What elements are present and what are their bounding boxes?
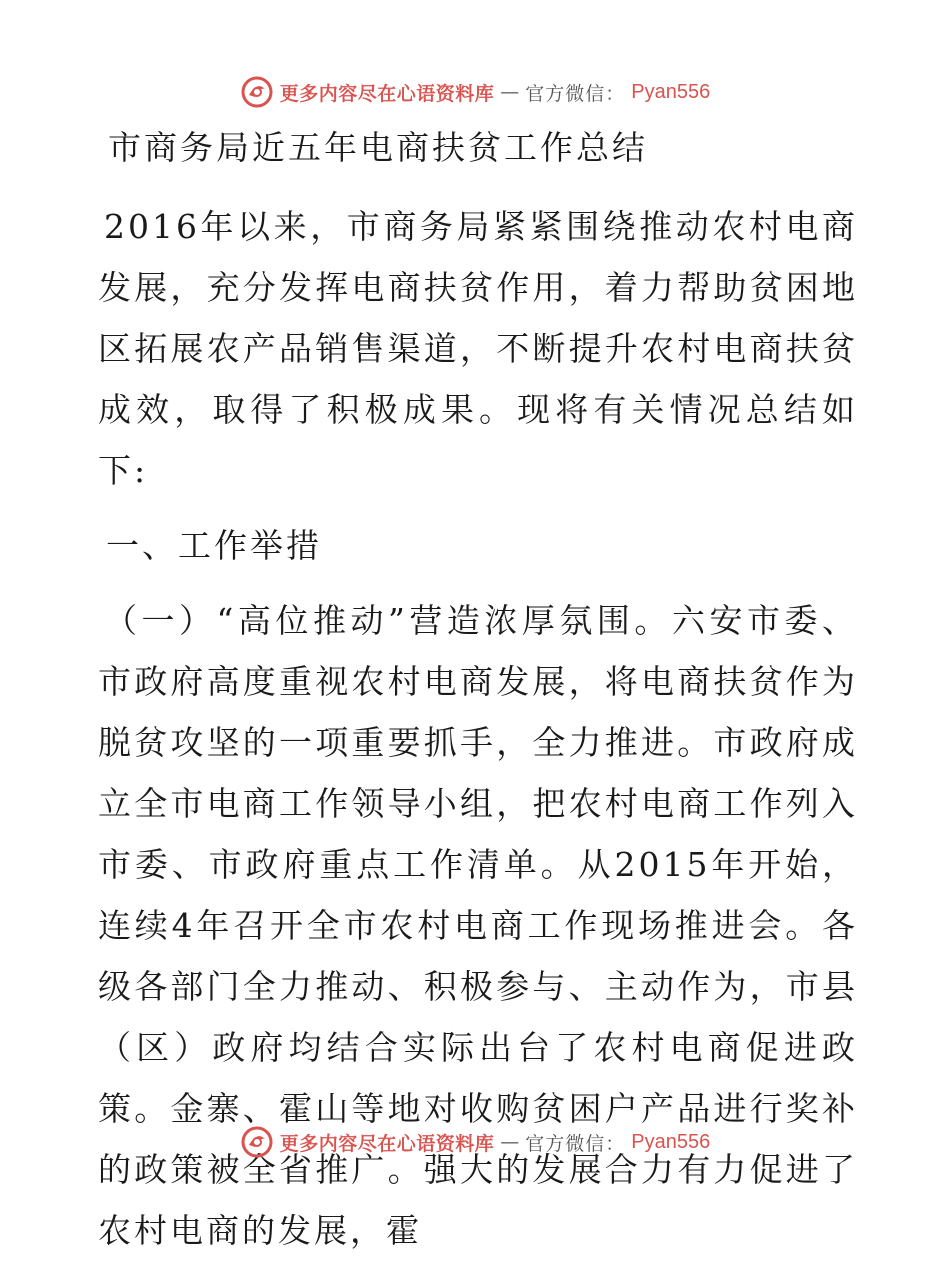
watermark-site-text: 更多内容尽在心语资料库 xyxy=(279,82,495,105)
watermark-dash: — xyxy=(500,81,520,103)
swirl-logo-icon xyxy=(240,75,274,109)
swirl-logo-icon xyxy=(240,1125,274,1159)
header-watermark xyxy=(0,72,950,112)
watermark-handle: Pyan556 xyxy=(631,80,711,103)
watermark-dash: — xyxy=(500,1131,520,1153)
document-body xyxy=(98,118,858,1275)
watermark-label: 官方微信： xyxy=(525,1132,626,1155)
section-1-paragraph-1: （一）“高位推动”营造浓厚氛围。六安市委、市政府高度重视农村电商发展，将电商扶贫作为脱贫攻坚的一项重要抓手，全力推进。市政府成立全市电商工作领导小组，把农村电商工作列入市委、市政府重点工作清单。从2015年开始，连续4年召开全市农村电商工作现场推进会。各级各部门全力推动、积极参与、主动作为，市县（区）政府均结合实际出台了农村电商促进政策。金寨、霍山等地对收购贫困户产品进行奖补的政策被全省推广。强大的发展合力有力促进了农村电商的发展，霍 xyxy=(98,601,858,1250)
intro-paragraph: 2016年以来，市商务局紧紧围绕推动农村电商发展，充分发挥电商扶贫作用，着力帮助贫困地区拓展农产品销售渠道，不断提升农村电商扶贫成效，取得了积极成果。现将有关情况总结如下: xyxy=(98,207,858,490)
section-heading-1: 一、工作举措 xyxy=(106,526,322,565)
watermark-label: 官方微信： xyxy=(525,82,626,105)
watermark-handle: Pyan556 xyxy=(631,1130,711,1153)
document-title: 市商务局近五年电商扶贫工作总结 xyxy=(108,128,648,167)
footer-watermark xyxy=(0,1122,950,1162)
watermark-site-text: 更多内容尽在心语资料库 xyxy=(279,1132,495,1155)
